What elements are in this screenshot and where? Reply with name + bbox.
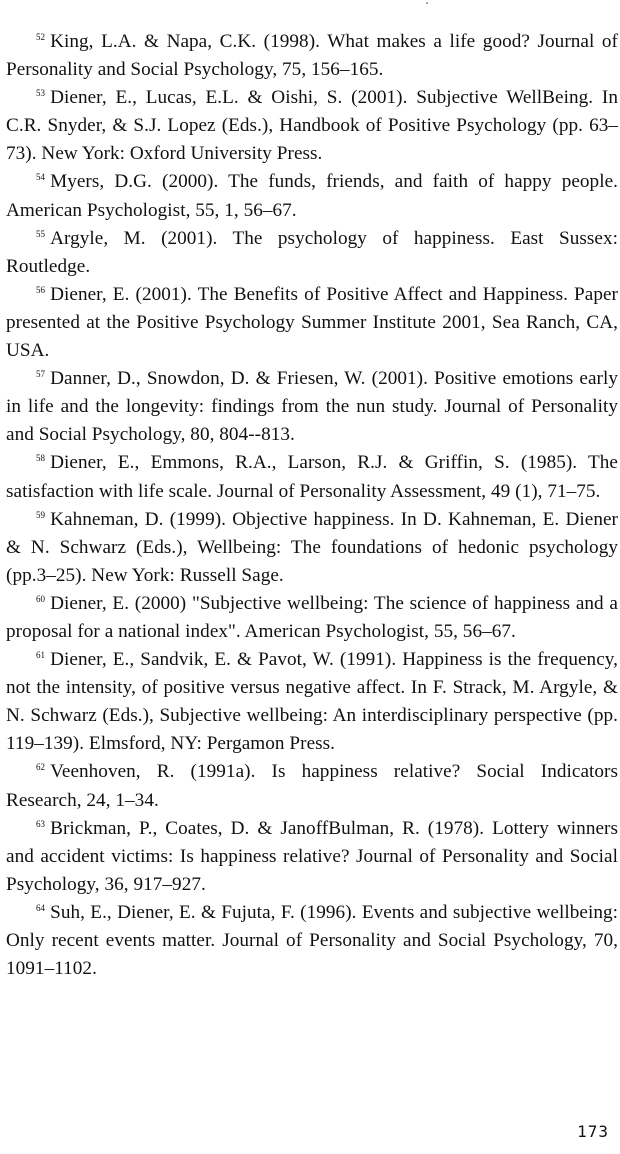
reference-number: 52 bbox=[36, 32, 46, 42]
reference-number: 57 bbox=[36, 369, 46, 380]
reference-text: Diener, E., Emmons, R.A., Larson, R.J. & Griffin, S. (1985). The satisfaction with life scale. Journal of Personality Assessment, 49 (1), 71–75. bbox=[6, 452, 618, 502]
reference-number: 61 bbox=[36, 650, 46, 661]
reference-54 bbox=[6, 168, 618, 224]
reference-text: King, L.A. & Napa, C.K. (1998). What makes a life good? Journal of Personality and Social Psychology, 75, 156–165. bbox=[6, 31, 618, 81]
reference-text: Veenhoven, R. (1991a). Is happiness relative? Social Indicators Research, 24, 1–34. bbox=[6, 761, 618, 811]
reference-64 bbox=[6, 899, 618, 983]
reference-number: 60 bbox=[36, 593, 46, 604]
reference-62 bbox=[6, 758, 618, 814]
reference-text: Brickman, P., Coates, D. & JanoffBulman, R. (1978). Lottery winners and accident victims: Is happiness relative? Journal of Personality and Social Psychology, 36, 917–927. bbox=[6, 817, 618, 895]
page-number: 173 bbox=[577, 1122, 609, 1141]
reference-number: 55 bbox=[36, 228, 46, 239]
reference-text: Diener, E., Sandvik, E. & Pavot, W. (1991). Happiness is the frequency, not the intensity, of positive versus negative affect. In F. Strack, M. Argyle, & N. Schwarz (Eds.), Subjective wellbeing: An interdisciplinary perspective (pp. 119–139). Elmsford, NY: Pergamon Press. bbox=[6, 649, 618, 755]
reference-number: 56 bbox=[36, 284, 46, 295]
reference-text: Argyle, M. (2001). The psychology of happiness. East Sussex: Routledge. bbox=[6, 227, 618, 277]
reference-55 bbox=[6, 225, 618, 281]
reference-58 bbox=[6, 449, 618, 505]
reference-59 bbox=[6, 506, 618, 590]
reference-52 bbox=[6, 28, 618, 84]
reference-number: 59 bbox=[36, 509, 46, 520]
reference-text: Suh, E., Diener, E. & Fujuta, F. (1996). Events and subjective wellbeing: Only recent events matter. Journal of Personality and Social Psychology, 70, 1091–1102. bbox=[6, 901, 618, 980]
reference-number: 58 bbox=[36, 453, 46, 464]
reference-number: 64 bbox=[36, 902, 46, 913]
reference-63 bbox=[6, 815, 618, 899]
reference-text: Diener, E. (2000) "Subjective wellbeing: The science of happiness and a proposal for a national index". American Psychologist, 55, 56–67. bbox=[6, 592, 618, 642]
reference-56 bbox=[6, 281, 618, 365]
reference-60 bbox=[6, 590, 618, 646]
reference-57 bbox=[6, 365, 618, 449]
reference-text: Kahneman, D. (1999). Objective happiness. In D. Kahneman, E. Diener & N. Schwarz (Eds.), Wellbeing: The foundations of hedonic psychology (pp.3–25). New York: Russell Sage. bbox=[6, 508, 618, 586]
reference-number: 53 bbox=[36, 88, 46, 99]
reference-number: 62 bbox=[36, 762, 46, 773]
reference-text: Diener, E., Lucas, E.L. & Oishi, S. (2001). Subjective WellBeing. In C.R. Snyder, & S.J. Lopez (Eds.), Handbook of Positive Psychology (pp. 63–73). New York: Oxford University Press. bbox=[6, 87, 618, 165]
reference-number: 63 bbox=[36, 818, 46, 829]
reference-61 bbox=[6, 646, 618, 758]
reference-text: Danner, D., Snowdon, D. & Friesen, W. (2001). Positive emotions early in life and the longevity: findings from the nun study. Journal of Personality and Social Psychology, 80, 804--813. bbox=[6, 368, 618, 446]
reference-text: Myers, D.G. (2000). The funds, friends, and faith of happy people. American Psychologist, 55, 1, 56–67. bbox=[6, 171, 618, 221]
scan-speck bbox=[426, 2, 428, 4]
reference-number: 54 bbox=[36, 172, 46, 183]
reference-53 bbox=[6, 84, 618, 168]
reference-text: Diener, E. (2001). The Benefits of Positive Affect and Happiness. Paper presented at the Positive Psychology Summer Institute 2001, Sea Ranch, CA, USA. bbox=[6, 283, 618, 362]
reference-list bbox=[6, 28, 618, 983]
